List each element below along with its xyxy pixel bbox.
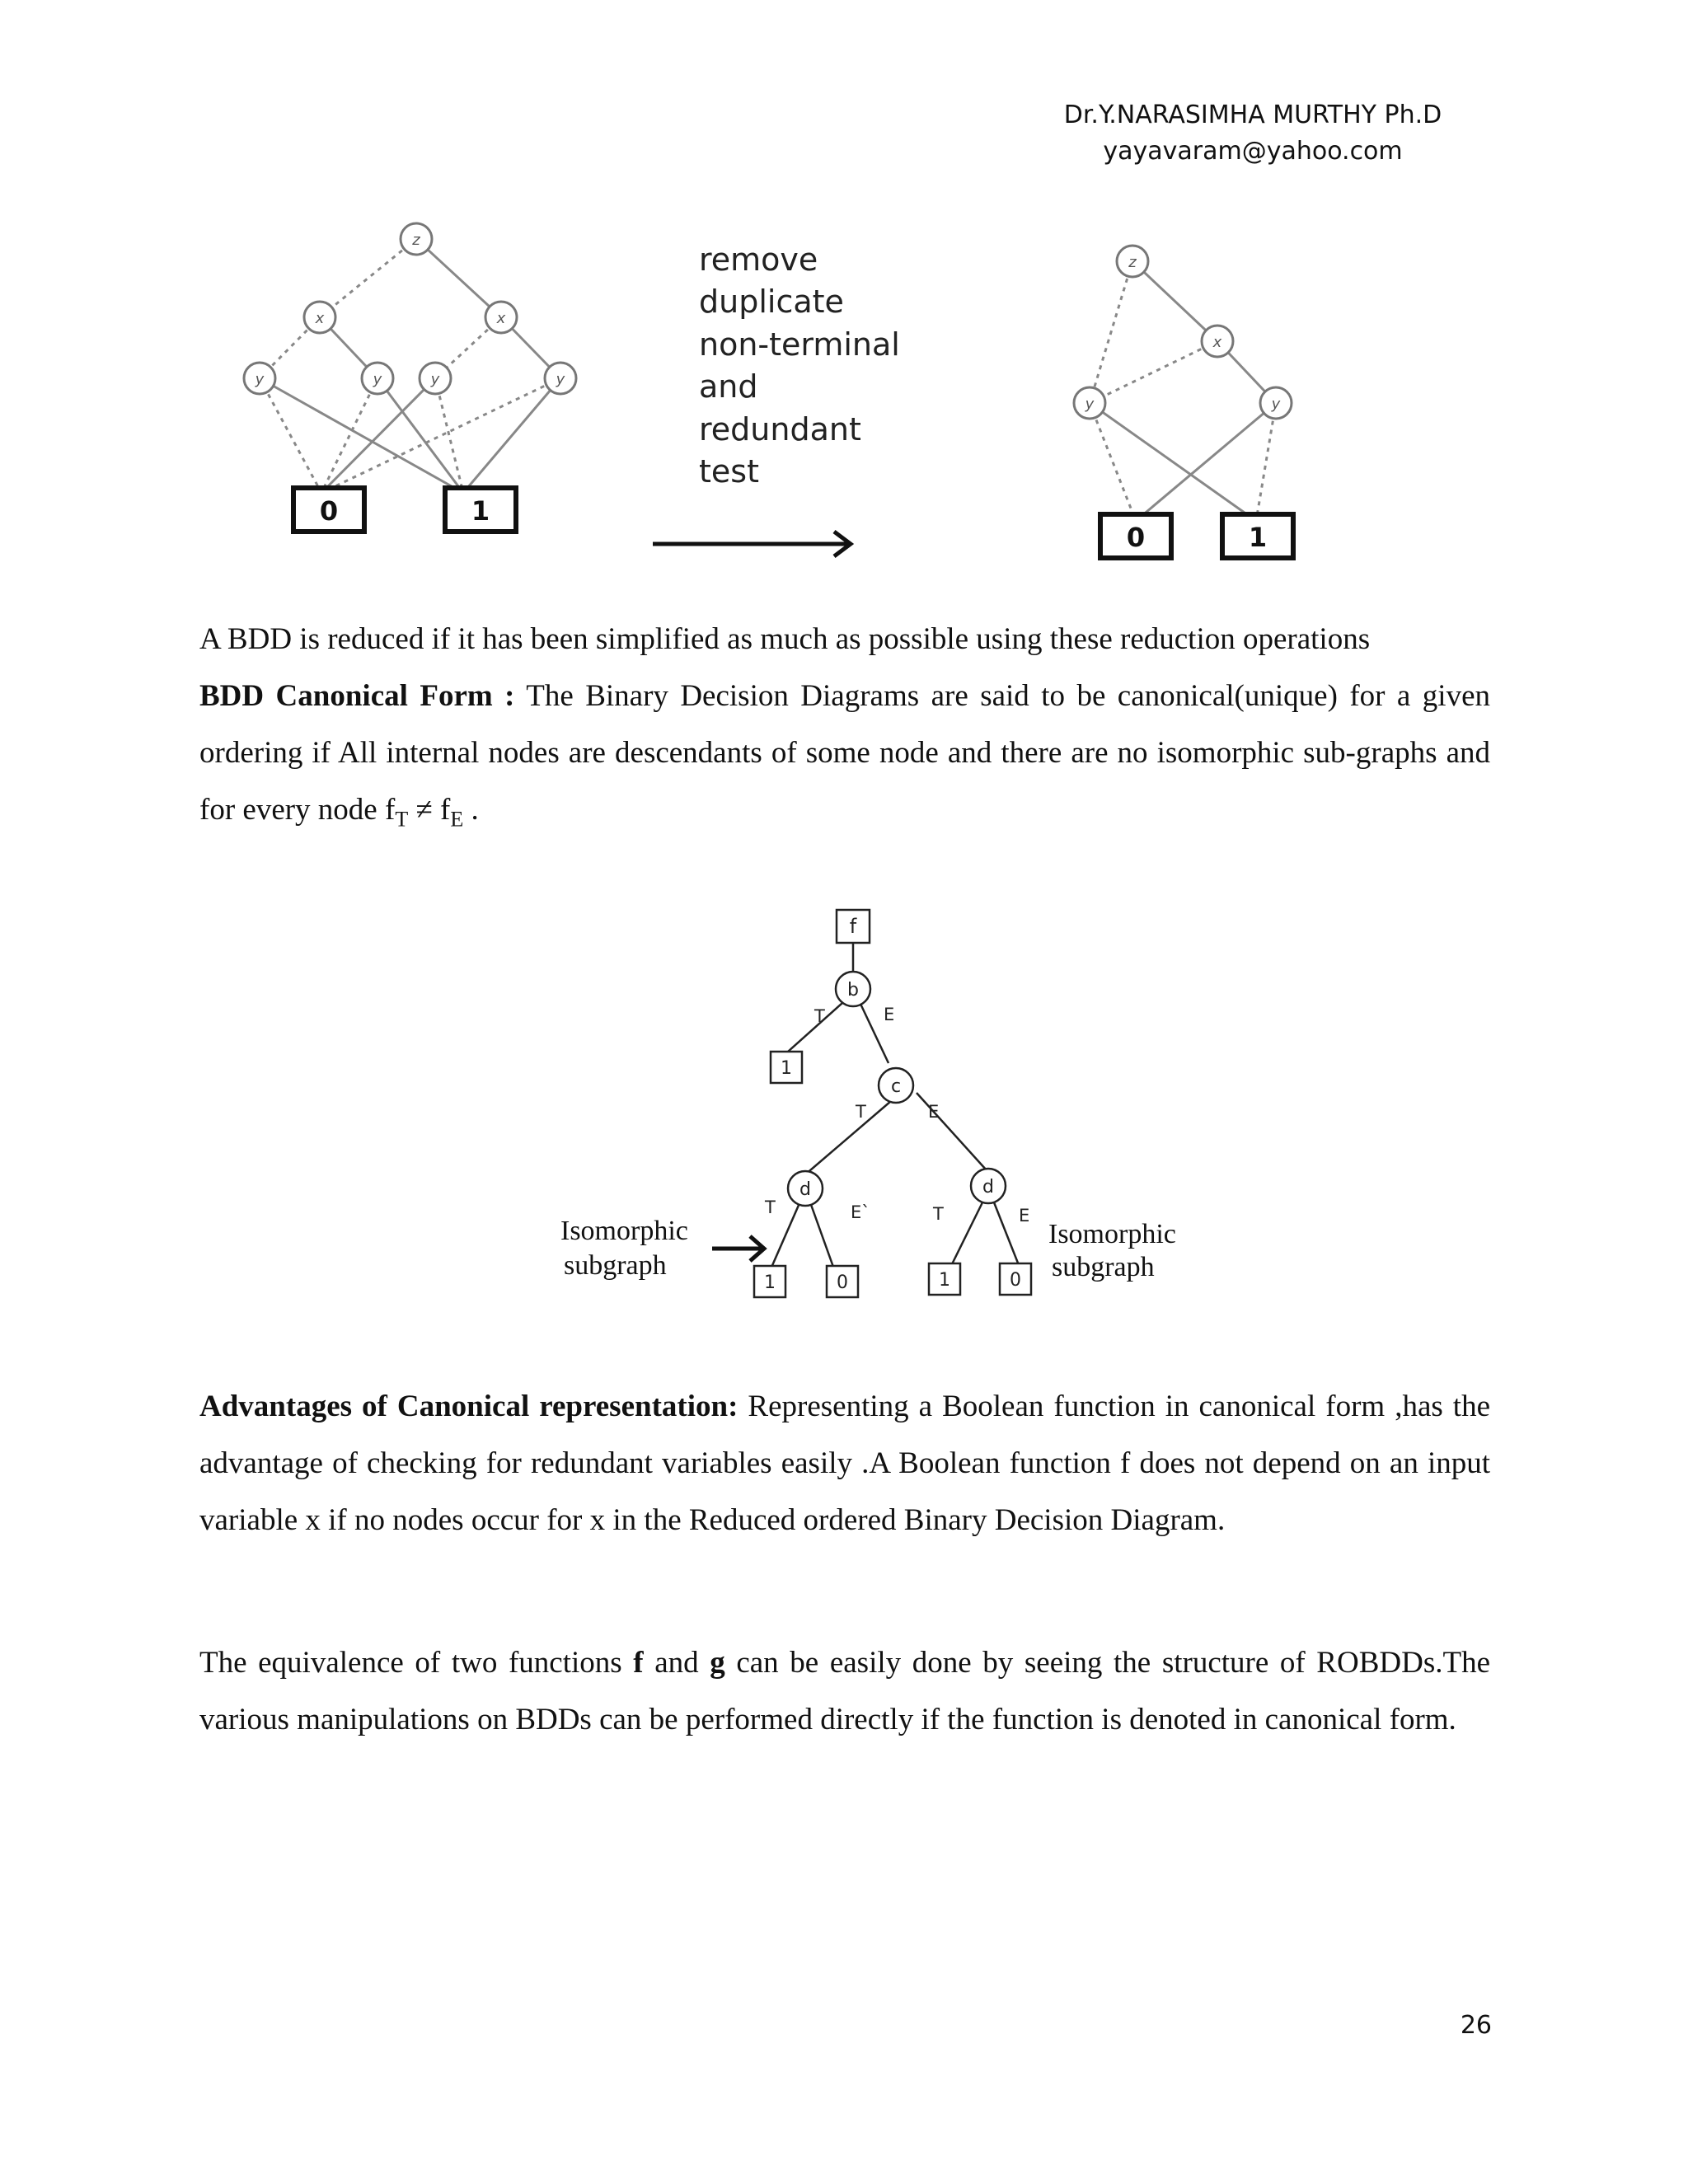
svg-text:T: T	[814, 1006, 825, 1026]
svg-text:1: 1	[939, 1270, 950, 1291]
svg-text:non-terminal: non-terminal	[699, 326, 900, 363]
svg-text:subgraph: subgraph	[564, 1250, 667, 1281]
canonical-form-paragraph	[199, 668, 1490, 847]
left-node-y1	[244, 363, 275, 394]
right-bdd-edges	[1090, 261, 1276, 521]
f-symbol: f	[440, 793, 451, 827]
left-node-x1	[304, 302, 335, 333]
svg-text:0: 0	[837, 1272, 848, 1293]
reduced-bdd-paragraph	[199, 611, 1490, 668]
svg-text:y: y	[373, 371, 382, 388]
svg-text:remove: remove	[699, 241, 818, 278]
svg-text:z: z	[412, 232, 420, 249]
advantages-paragraph	[199, 1378, 1490, 1549]
function-g: g	[710, 1646, 725, 1680]
svg-text:d: d	[982, 1177, 994, 1197]
svg-text:T: T	[933, 1204, 944, 1224]
right-terminal-0	[1100, 514, 1171, 558]
author-name: Dr.Y.NARASIMHA MURTHY Ph.D	[1063, 101, 1442, 129]
iso-label-left	[560, 1216, 688, 1281]
svg-text:1: 1	[471, 495, 490, 527]
terminal-left-e	[827, 1266, 858, 1297]
arrow-icon	[712, 1236, 764, 1261]
figure2-edges	[771, 943, 1020, 1269]
equivalence-text-1: The equivalence of two functions	[199, 1646, 634, 1680]
svg-text:T: T	[765, 1197, 776, 1217]
left-terminal-1	[445, 488, 516, 532]
left-node-x2	[485, 302, 517, 333]
svg-text:0: 0	[1010, 1270, 1021, 1291]
svg-text:E: E	[1019, 1206, 1030, 1226]
canonical-form-heading: BDD Canonical Form :	[199, 679, 515, 713]
canonical-form-text: The Binary Decision Diagrams are said to be canonical(unique) for a given ordering if All internal nodes are descendants of some node and there are no isomorphic sub-graphs and for every node f	[199, 679, 1490, 827]
reduction-arrow	[653, 532, 851, 556]
svg-text:y: y	[1271, 396, 1281, 413]
advantages-text: Representing a Boolean function in canonical form ,has the advantage of checking for redundant variables easily .A Boolean function f does not depend on an input variable x if no nodes occur for x in the Reduced ordered Binary Decision Diagram.	[199, 1390, 1490, 1537]
node-b	[836, 972, 870, 1006]
svg-text:y: y	[1085, 396, 1095, 413]
canonical-end: .	[463, 793, 479, 827]
svg-text:x: x	[1212, 334, 1222, 351]
svg-text:1: 1	[764, 1272, 776, 1293]
svg-text:0: 0	[319, 495, 339, 527]
terminal-right-e	[1000, 1263, 1031, 1295]
equivalence-and: and	[643, 1646, 710, 1680]
bdd-reduction-diagram	[223, 210, 1327, 573]
right-node-z	[1117, 246, 1148, 277]
svg-text:1: 1	[1248, 522, 1268, 553]
svg-text:test: test	[699, 453, 759, 490]
svg-text:E`: E`	[851, 1202, 870, 1222]
svg-text:x: x	[315, 310, 325, 327]
function-f: f	[633, 1646, 644, 1680]
svg-text:1: 1	[781, 1058, 792, 1079]
iso-label-right	[1048, 1219, 1176, 1282]
svg-text:E: E	[884, 1005, 895, 1024]
svg-text:f: f	[849, 915, 857, 938]
svg-text:redundant: redundant	[699, 411, 861, 448]
svg-text:y: y	[556, 371, 565, 388]
equivalence-text-2: can be easily done by seeing the structure of ROBDDs.The various manipulations on BDDs can be performed directly if the function is denoted in canonical form.	[199, 1646, 1490, 1736]
node-c	[879, 1068, 913, 1103]
svg-text:and: and	[699, 368, 758, 405]
left-node-y2	[362, 363, 393, 394]
author-email: yayavaram@yahoo.com	[1103, 137, 1403, 166]
subscript-e: E	[450, 807, 464, 832]
right-node-y1	[1074, 387, 1105, 419]
terminal-left-t	[754, 1266, 785, 1297]
svg-text:duplicate: duplicate	[699, 284, 844, 320]
svg-text:c: c	[890, 1076, 902, 1097]
left-node-y4	[545, 363, 576, 394]
svg-text:x: x	[496, 310, 506, 327]
right-node-y2	[1260, 387, 1292, 419]
isomorphic-subgraph-figure	[544, 898, 1203, 1319]
reduction-caption	[699, 241, 900, 490]
right-terminal-1	[1222, 514, 1293, 558]
svg-text:0: 0	[1126, 522, 1146, 553]
svg-text:y: y	[430, 371, 440, 388]
node-d-left	[788, 1171, 823, 1206]
left-node-z	[401, 223, 432, 255]
isomorphic-bdd-diagram	[544, 898, 1203, 1319]
terminal-b-true	[771, 1052, 802, 1083]
svg-text:z: z	[1128, 254, 1137, 271]
right-node-x	[1202, 326, 1233, 357]
svg-text:T: T	[856, 1102, 866, 1122]
equivalence-paragraph	[199, 1634, 1490, 1748]
left-bdd-edges	[260, 239, 560, 493]
bdd-reduction-figure	[223, 210, 1327, 573]
svg-text:subgraph: subgraph	[1052, 1252, 1155, 1282]
left-terminal-0	[293, 488, 364, 532]
advantages-heading: Advantages of Canonical representation:	[199, 1390, 738, 1423]
terminal-right-t	[929, 1263, 960, 1295]
node-f	[837, 910, 870, 943]
reduced-bdd-text: A BDD is reduced if it has been simplified as much as possible using these reduction operations	[199, 622, 1371, 656]
left-node-y3	[420, 363, 451, 394]
subscript-t: T	[395, 807, 409, 832]
page-header	[981, 97, 1525, 170]
svg-text:b: b	[847, 980, 859, 1001]
svg-text:y: y	[255, 371, 265, 388]
not-equal-symbol: ≠	[408, 793, 441, 827]
node-d-right	[971, 1169, 1006, 1203]
svg-text:E: E	[928, 1102, 940, 1122]
svg-text:d: d	[799, 1179, 811, 1200]
page-number: 26	[1460, 2011, 1492, 2040]
svg-text:Isomorphic: Isomorphic	[1048, 1219, 1176, 1249]
svg-text:Isomorphic: Isomorphic	[560, 1216, 688, 1246]
